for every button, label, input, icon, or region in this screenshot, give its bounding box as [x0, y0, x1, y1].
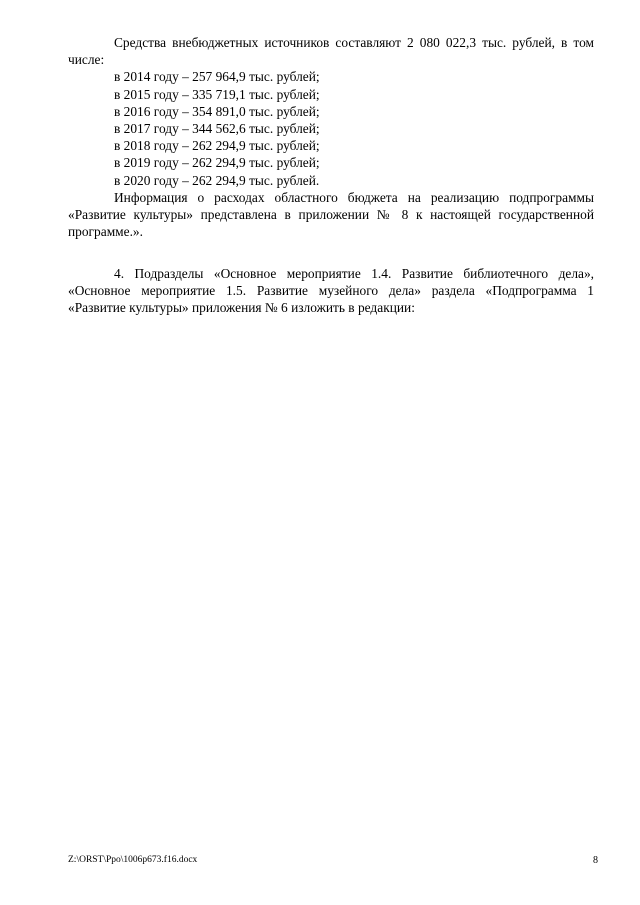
funding-intro-paragraph: Средства внебюджетных источников составляют 2 080 022,3 тыс. рублей, в том числе:: [68, 35, 594, 68]
funding-year-item: в 2018 году – 262 294,9 тыс. рублей;: [114, 138, 320, 154]
footer-page-number: 8: [593, 855, 598, 866]
section-4-paragraph: 4. Подразделы «Основное мероприятие 1.4. Развитие библиотечного дела», «Основное мероприятие 1.5. Развитие музейного дела» раздела «Подпрограмма 1 «Развитие культуры» приложения № 6 изложить в редакции:: [68, 266, 594, 316]
funding-year-item: в 2016 году – 354 891,0 тыс. рублей;: [114, 103, 320, 119]
funding-year-item: в 2019 году – 262 294,9 тыс. рублей;: [114, 155, 320, 171]
section-4-block: [68, 265, 594, 317]
funding-year-item: в 2020 году – 262 294,9 тыс. рублей.: [114, 172, 320, 188]
funding-block: [68, 34, 594, 240]
funding-year-item: в 2015 году – 335 719,1 тыс. рублей;: [114, 86, 320, 102]
footer-file-path: Z:\ORST\Ppo\1006p673.f16.docx: [68, 855, 198, 865]
funding-year-item: в 2014 году – 257 964,9 тыс. рублей;: [114, 69, 320, 85]
funding-years-list: [68, 68, 594, 188]
funding-info-paragraph: Информация о расходах областного бюджета на реализацию подпрограммы «Развитие культуры» представлена в приложении № 8 к настоящей государственной программе.».: [68, 189, 594, 240]
funding-year-item: в 2017 году – 344 562,6 тыс. рублей;: [114, 121, 320, 137]
